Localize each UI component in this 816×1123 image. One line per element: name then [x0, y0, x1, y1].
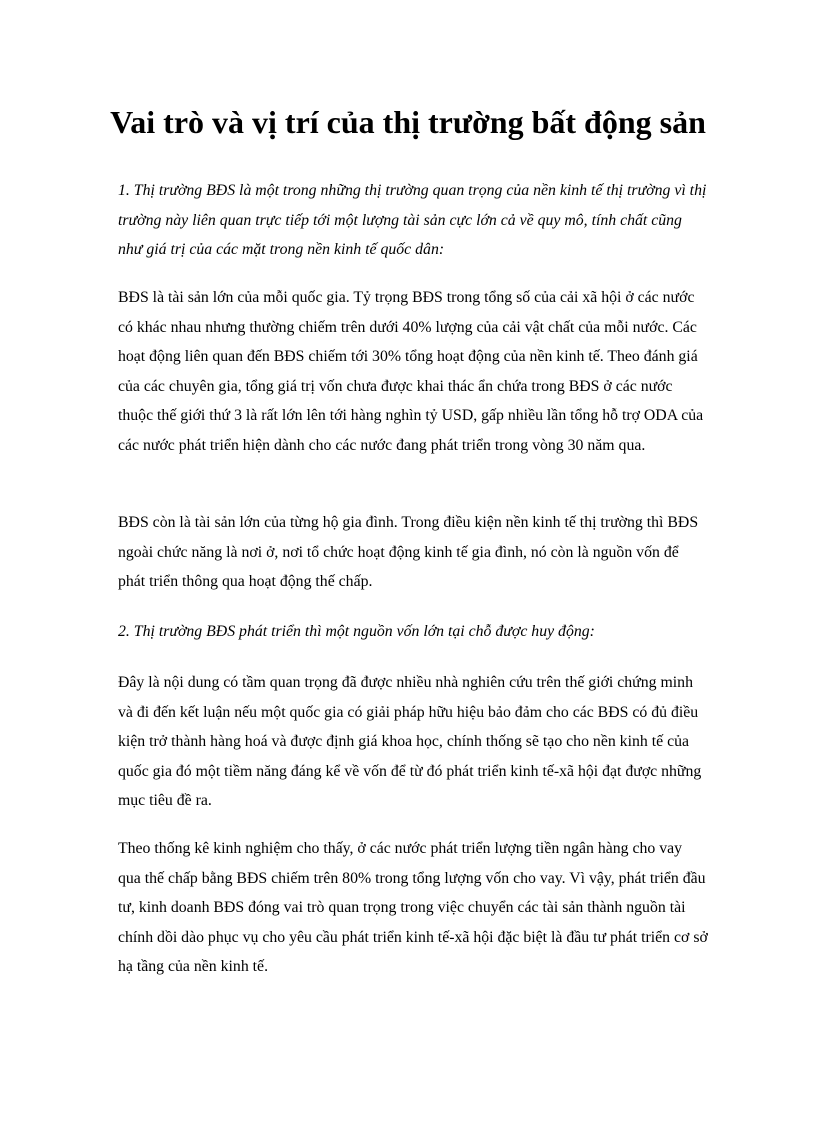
section-1-paragraph-1: BĐS là tài sản lớn của mỗi quốc gia. Tỷ trọng BĐS trong tổng số của cải xã hội ở các nước có khác nhau nhưng thường chiếm trên dưới 40% lượng của cải vật chất của mỗi nước. Các hoạt động liên quan đến BĐS chiếm tới 30% tổng hoạt động của nền kinh tế. Theo đánh giá của các chuyên gia, tổng giá trị vốn chưa được khai thác ẩn chứa trong BĐS ở các nước thuộc thế giới thứ 3 là rất lớn lên tới hàng nghìn tỷ USD, gấp nhiều lần tổng hỗ trợ ODA của các nước phát triển hiện dành cho các nước đang phát triển trong vòng 30 năm qua.	[118, 289, 704, 454]
section-2-paragraph-2: Theo thống kê kinh nghiệm cho thấy, ở các nước phát triển lượng tiền ngân hàng cho vay qua thế chấp bằng BĐS chiếm trên 80% trong tổng lượng vốn cho vay. Vì vậy, phát triển đầu tư, kinh doanh BĐS đóng vai trò quan trọng trong việc chuyển các tài sản thành nguồn tài chính dồi dào phục vụ cho yêu cầu phát triển kinh tế-xã hội đặc biệt là đầu tư phát triển cơ sở hạ tầng của nền kinh tế.	[118, 840, 708, 975]
document-title: Vai trò và vị trí của thị trường bất động sản	[110, 104, 706, 140]
section-1-paragraph-2: BĐS còn là tài sản lớn của từng hộ gia đình. Trong điều kiện nền kinh tế thị trường thì BĐS ngoài chức năng là nơi ở, nơi tổ chức hoạt động kinh tế gia đình, nó còn là nguồn vốn để phát triển thông qua hoạt động thế chấp.	[118, 514, 699, 590]
section-1-heading: 1. Thị trường BĐS là một trong những thị trường quan trọng của nền kinh tế thị trường vì thị trường này liên quan trực tiếp tới một lượng tài sản cực lớn cả về quy mô, tính chất cũng như giá trị của các mặt trong nền kinh tế quốc dân:	[118, 182, 707, 258]
section-2-heading: 2. Thị trường BĐS phát triển thì một nguồn vốn lớn tại chỗ được huy động:	[118, 623, 595, 640]
section-2-paragraph-1: Đây là nội dung có tầm quan trọng đã được nhiều nhà nghiên cứu trên thế giới chứng minh và đi đến kết luận nếu một quốc gia có giải pháp hữu hiệu bảo đảm cho các BĐS có đủ điều kiện trở thành hàng hoá và được định giá khoa học, chính thống sẽ tạo cho nền kinh tế của quốc gia đó một tiềm năng đáng kể về vốn để từ đó phát triển kinh tế-xã hội đạt được những mục tiêu đề ra.	[118, 674, 702, 809]
